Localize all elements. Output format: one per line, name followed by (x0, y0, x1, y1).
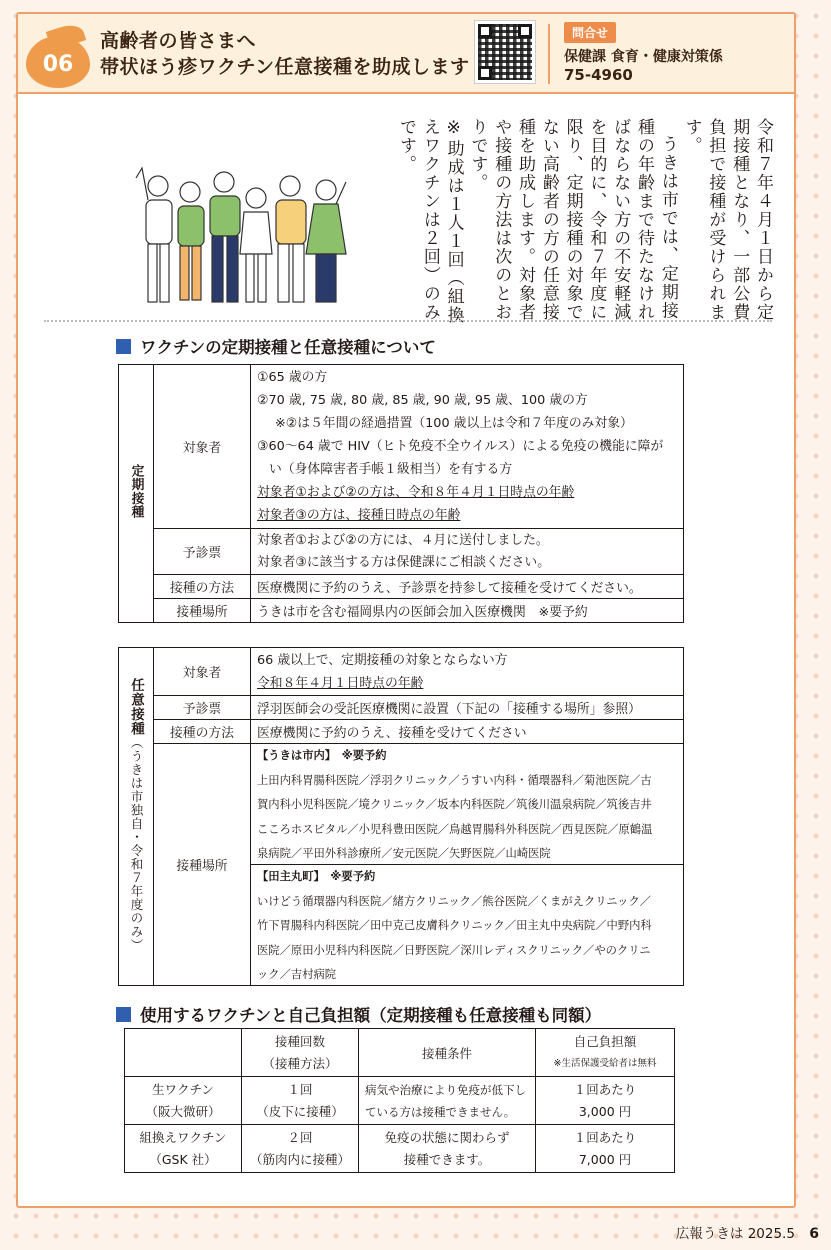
condition-cell (359, 1125, 536, 1173)
contact-department: 保健課 食育・健康対策係 (564, 49, 723, 65)
dose-method: （筋肉内に接種） (249, 1151, 350, 1167)
table-row (119, 575, 684, 599)
table-row (119, 744, 684, 986)
condition-line: ている方は接種できません。 (365, 1104, 516, 1119)
ukiha-clinic-list (251, 744, 683, 865)
ticket-cell: 浮羽医師会の受託医療機関に設置（下記の「接種する場所」参照） (251, 696, 684, 720)
table-row (119, 696, 684, 720)
section3-heading-text: 使用するワクチンと自己負担額（定期接種も任意接種も同額） (140, 1006, 602, 1025)
clinic-line: 賀内科小児科医院／境クリニック／坂本内科医院／筑後川温泉病院／筑後吉井 (257, 798, 652, 811)
table-row (119, 529, 684, 575)
target-line-underlined: 対象者①および②の方は、令和８年４月１日時点の年齢 (257, 485, 575, 500)
ticket-cell (251, 529, 684, 575)
vaccine-name: 組換えワクチン (139, 1129, 227, 1145)
contact-tag: 問合せ (564, 22, 616, 43)
vaccine-maker: （阪大微研） (145, 1103, 221, 1119)
target-cell (251, 365, 684, 529)
issue-date: 2025.5 (747, 1226, 795, 1242)
title-line-1: 高齢者の皆さまへ (100, 30, 257, 52)
ticket-label: 予診票 (154, 696, 251, 720)
cost-unit: １回あたり (573, 1081, 637, 1097)
article-number-badge (26, 36, 90, 88)
section1-heading (116, 334, 436, 358)
elderly-people-illustration (128, 164, 350, 314)
intro-text (393, 118, 774, 330)
intro-paragraph-3: ※助成は１人１回（組換えワクチンは２回）のみです。 (396, 118, 464, 325)
target-label: 対象者 (154, 365, 251, 529)
clinic-line: 泉病院／平田外科診療所／安元医院／矢野医院／山崎医院 (257, 847, 551, 860)
col-cost-note: ※生活保護受給者は無料 (553, 1057, 657, 1069)
cost-amount: 7,000 円 (578, 1151, 632, 1167)
method-cell: 医療機関に予約のうえ、接種を受けてください (251, 720, 684, 744)
target-line-underlined: 令和８年４月１日時点の年齢 (257, 675, 424, 691)
section-divider (44, 320, 772, 322)
header-divider (548, 24, 550, 84)
header-cost (536, 1029, 675, 1077)
table-row (125, 1029, 675, 1077)
clinic-line: 上田内科胃腸科医院／浮羽クリニック／うすい内科・循環器科／菊池医院／古 (257, 773, 652, 787)
target-line: ②70 歳, 75 歳, 80 歳, 85 歳, 90 歳, 95 歳、100 歳の方 (257, 393, 588, 408)
clinic-line: いけどう循環器内科医院／緒方クリニック／熊谷医院／くまがえクリニック／ (257, 894, 652, 908)
ukiha-title: 【うきは市内】 ※要予約 (257, 749, 387, 762)
intro-paragraph-2: うきは市では、定期接種の年齢まで待たなければならない方の不安軽減を目的に、令和７年度に限り、定期接種の対象でない高齢者の方の任意接種を助成します。対象者や接種の方法は次のとおりです。 (467, 118, 678, 322)
ticket-line: 対象者③に該当する方は保健課にご相談ください。 (257, 554, 551, 570)
vaccine-name-cell (125, 1125, 242, 1173)
method-label: 接種の方法 (154, 720, 251, 744)
category-sub: （うきは市独自・令和７年度のみ） (129, 735, 144, 952)
category-cell: 定期接種 (119, 365, 154, 623)
col-cost: 自己負担額 (573, 1033, 637, 1049)
clinic-line: 医院／原田小児科内科医院／日野医院／深川レディスクリニック／やのクリニ (257, 943, 651, 957)
cost-cell (536, 1125, 675, 1173)
cost-unit: １回あたり (573, 1129, 637, 1145)
table-row (125, 1077, 675, 1125)
col-count-sub: （接種方法） (262, 1055, 338, 1071)
article-header (18, 14, 794, 94)
table-row (119, 720, 684, 744)
method-cell: 医療機関に予約のうえ、予診票を持参して接種を受けてください。 (251, 575, 684, 599)
tanushimaru-title: 【田主丸町】 ※要予約 (257, 870, 376, 883)
count-cell (242, 1077, 359, 1125)
header-count (242, 1029, 359, 1077)
place-label: 接種場所 (154, 599, 251, 623)
table-row (119, 599, 684, 623)
cost-amount: 3,000 円 (578, 1103, 632, 1119)
intro-paragraph-1: 令和７年４月１日から定期接種となり、一部公費負担で接種が受けられます。 (681, 118, 773, 322)
section3-heading (116, 1002, 601, 1026)
tanushimaru-clinic-list (251, 865, 683, 985)
target-line: ①65 歳の方 (257, 370, 328, 385)
header-condition: 接種条件 (359, 1029, 536, 1077)
table-row (125, 1125, 675, 1173)
article-frame (16, 12, 796, 1208)
voluntary-vaccination-table (118, 647, 684, 986)
heading-square-icon (116, 339, 131, 354)
target-line: ※②は５年間の経過措置（100 歳以上は令和７年度のみ対象） (275, 416, 633, 431)
page-number: 6 (809, 1226, 819, 1242)
place-label: 接種場所 (154, 744, 251, 986)
clinic-line: 竹下胃腸科内科医院／田中克己皮膚科クリニック／田主丸中央病院／中野内科 (257, 919, 652, 932)
dose-count: １回 (287, 1081, 313, 1097)
dose-method: （皮下に接種） (256, 1103, 344, 1119)
place-cell: うきは市を含む福岡県内の医師会加入医療機関 ※要予約 (251, 599, 684, 623)
vaccine-maker: （GSK 社） (149, 1151, 217, 1167)
condition-line: 免疫の状態に関わらず (384, 1129, 510, 1145)
place-cell (251, 744, 684, 986)
target-cell (251, 648, 684, 696)
page-footer (676, 1222, 819, 1242)
article-number: 06 (42, 52, 74, 77)
contact-phone: 75-4960 (564, 66, 633, 84)
qr-code-icon[interactable] (474, 20, 536, 84)
ticket-label: 予診票 (154, 529, 251, 575)
title-line-2: 帯状ほう疹ワクチン任意接種を助成します (100, 56, 470, 78)
vaccine-name-cell (125, 1077, 242, 1125)
vaccine-name: 生ワクチン (152, 1081, 214, 1097)
condition-cell (359, 1077, 536, 1125)
method-label: 接種の方法 (154, 575, 251, 599)
clinic-line: こころホスピタル／小児科豊田医院／鳥越胃腸科外科医院／西見医院／原鶴温 (257, 822, 653, 836)
condition-line: 接種できます。 (403, 1151, 491, 1167)
category-main: 任意接種 (128, 677, 144, 736)
vaccine-cost-table (124, 1028, 675, 1173)
col-count: 接種回数 (274, 1033, 325, 1049)
target-label: 対象者 (154, 648, 251, 696)
cost-cell (536, 1077, 675, 1125)
count-cell (242, 1125, 359, 1173)
category-cell (119, 648, 154, 986)
article-title (100, 28, 470, 80)
clinic-line: ック／吉村病院 (257, 968, 337, 981)
header-empty-cell (125, 1029, 242, 1077)
section1-heading-text: ワクチンの定期接種と任意接種について (140, 338, 436, 357)
dose-count: ２回 (287, 1129, 313, 1145)
target-line: ③60～64 歳で HIV（ヒト免疫不全ウイルス）による免疫の機能に障が (257, 439, 664, 454)
heading-square-icon (116, 1007, 131, 1022)
publication-name: 広報うきは (675, 1226, 744, 1242)
ticket-line: 対象者①および②の方には、４月に送付しました。 (257, 532, 549, 548)
routine-vaccination-table (118, 364, 684, 623)
target-line-underlined: 対象者③の方は、接種日時点の年齢 (257, 508, 461, 523)
table-row (119, 648, 684, 696)
table-row (119, 365, 684, 529)
condition-line: 病気や治療により免疫が低下し (365, 1082, 526, 1097)
target-line: い（身体障害者手帳１級相当）を有する方 (269, 462, 513, 477)
target-line: 66 歳以上で、定期接種の対象とならない方 (257, 652, 508, 668)
